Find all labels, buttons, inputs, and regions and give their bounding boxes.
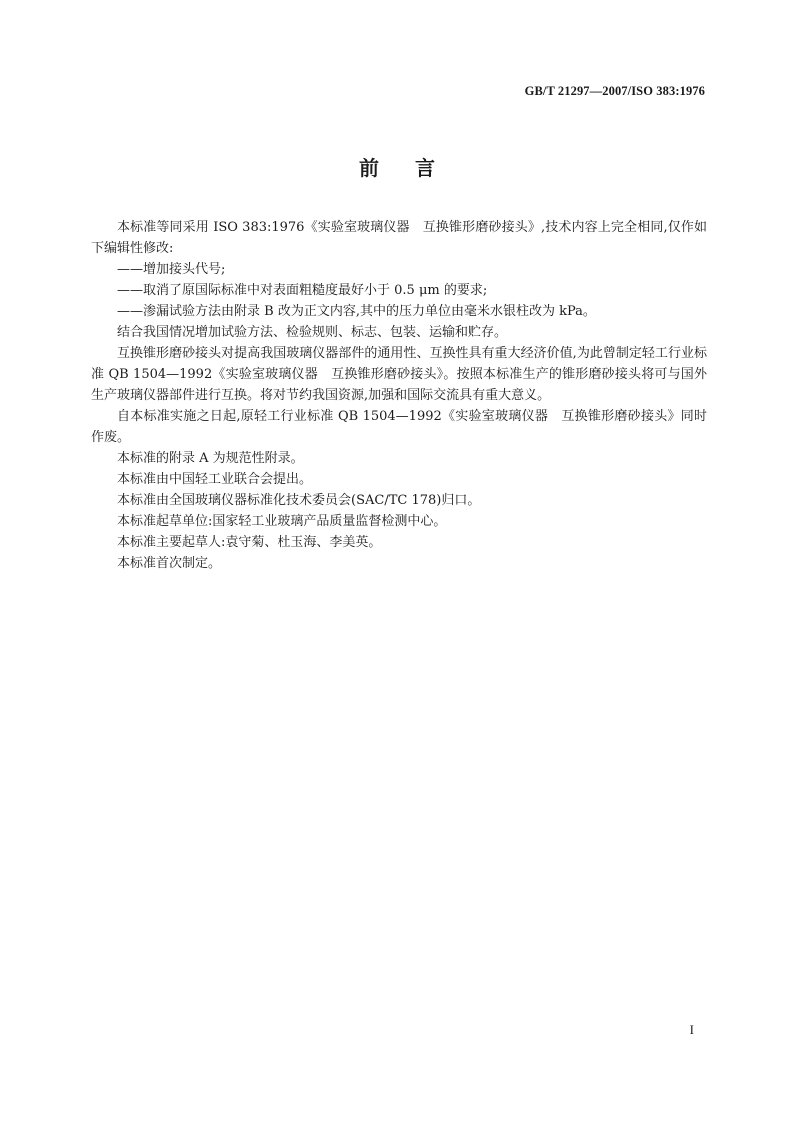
- paragraph-proposer: 本标准由中国轻工业联合会提出。: [117, 472, 313, 487]
- paragraph-adoption: 本标准等同采用 ISO 383:1976《实验室玻璃仪器 互换锥形磨砂接头》,技术内容上完全相同,仅作如下编辑性修改:: [91, 220, 707, 256]
- paragraph-drafters: 本标准主要起草人:袁守菊、杜玉海、李美英。: [117, 535, 382, 550]
- paragraph-additions: 结合我国情况增加试验方法、检验规则、标志、包装、运输和贮存。: [117, 325, 508, 340]
- standard-code: GB/T 21297—2007/ISO 383:1976: [524, 84, 705, 98]
- paragraph-change-1: ——增加接头代号;: [117, 262, 226, 277]
- page-title: 前言: [359, 156, 471, 180]
- paragraph-drafting-unit: 本标准起草单位:国家轻工业玻璃产品质量监督检测中心。: [117, 514, 447, 529]
- preface-body: [91, 217, 707, 574]
- paragraph-committee: 本标准由全国玻璃仪器标准化技术委员会(SAC/TC 178)归口。: [117, 493, 481, 508]
- paragraph-supersede: 自本标准实施之日起,原轻工行业标准 QB 1504—1992《实验室玻璃仪器 互换锥形磨砂接头》同时作废。: [91, 409, 707, 445]
- paragraph-annex: 本标准的附录 A 为规范性附录。: [117, 451, 304, 466]
- paragraph-first-edition: 本标准首次制定。: [117, 556, 222, 571]
- paragraph-significance: 互换锥形磨砂接头对提高我国玻璃仪器部件的通用性、互换性具有重大经济价值,为此曾制定轻工行业标准 QB 1504—1992《实验室玻璃仪器 互换锥形磨砂接头》。按照本标准生产的锥形磨砂接头将可与国外生产玻璃仪器部件进行互换。将对节约我国资源,加强和国际交流具有重大意义。: [91, 346, 707, 403]
- paragraph-change-3: ——渗漏试验方法由附录 B 改为正文内容,其中的压力单位由毫米水银柱改为 kPa。: [117, 304, 596, 319]
- page-number: I: [689, 1022, 694, 1037]
- paragraph-change-2: ——取消了原国际标准中对表面粗糙度最好小于 0.5 μm 的要求;: [117, 283, 488, 298]
